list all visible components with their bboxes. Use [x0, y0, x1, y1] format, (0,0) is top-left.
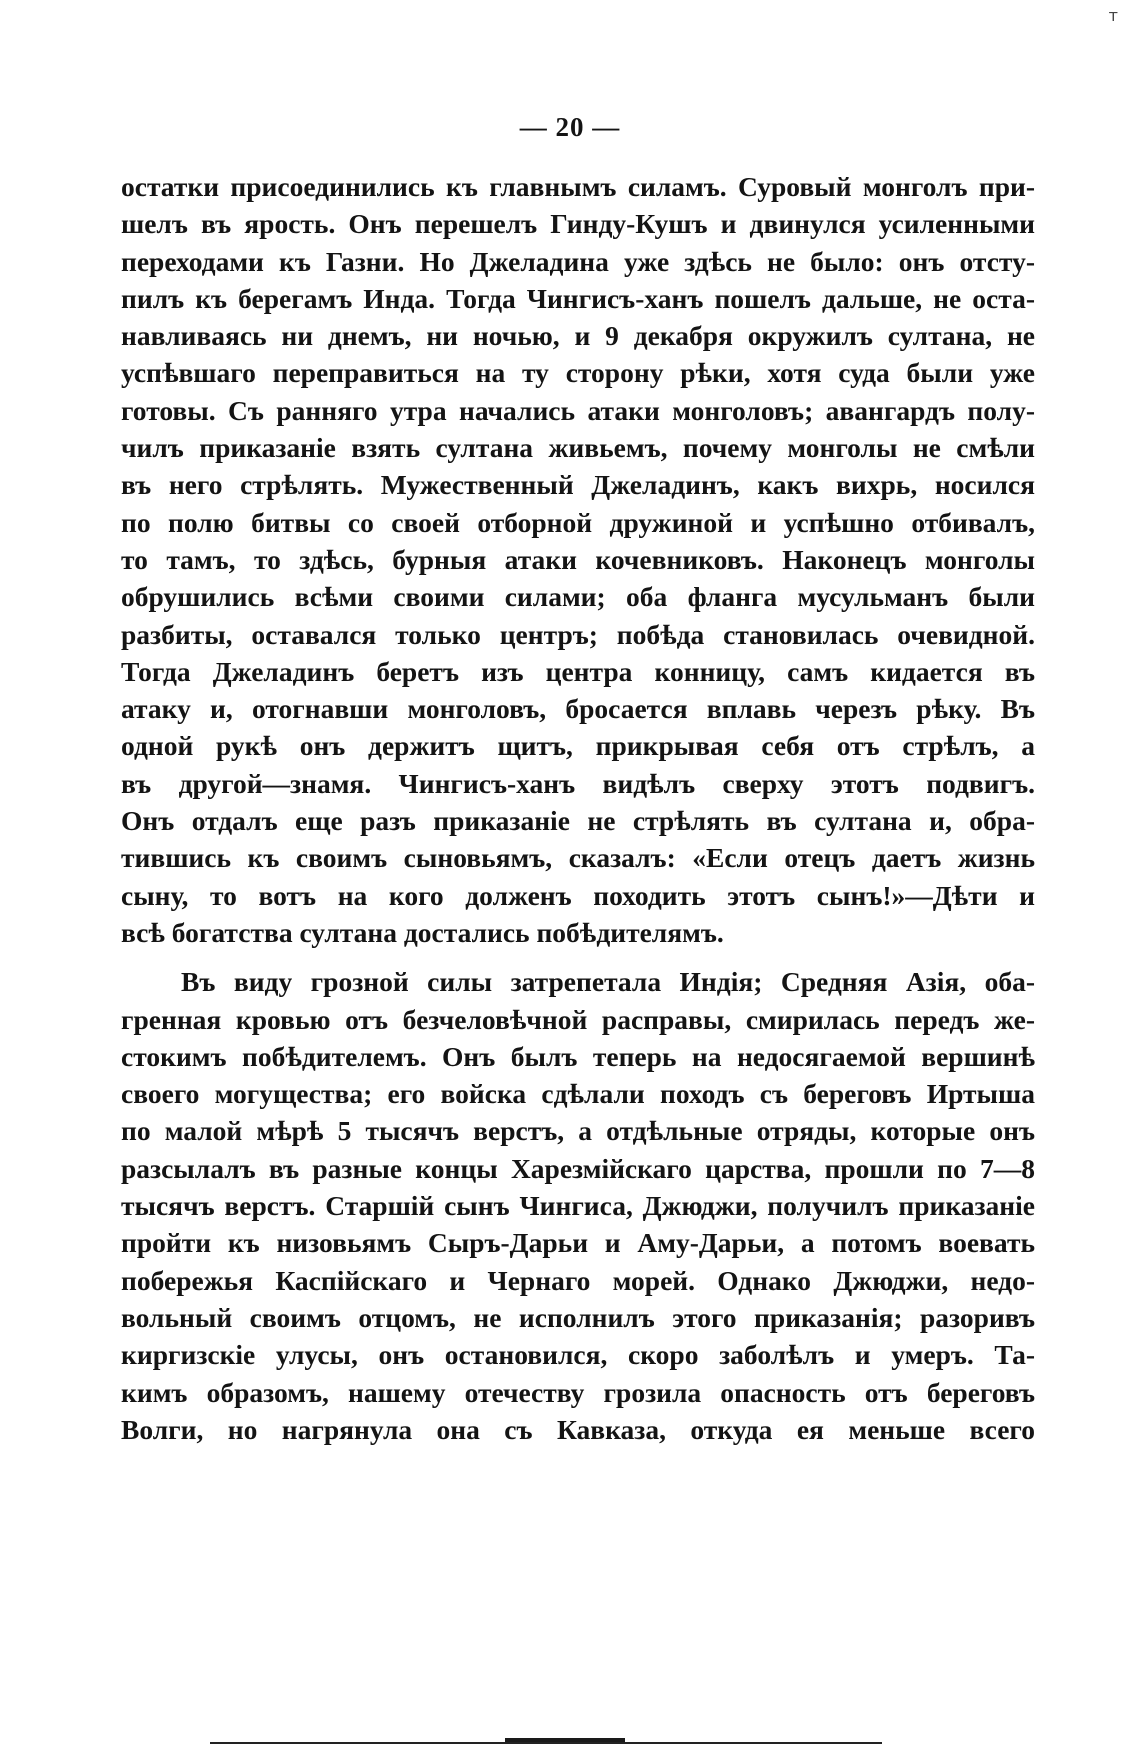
- text-line: стокимъ побѣдителемъ. Онъ былъ теперь на недосягаемой вершинѣ: [121, 1040, 1035, 1072]
- text-line: навливаясь ни днемъ, ни ночью, и 9 декабря окружилъ султана, не: [121, 320, 1035, 352]
- text-line: пилъ къ берегамъ Инда. Тогда Чингисъ-ханъ пошелъ дальше, не оста-: [121, 282, 1035, 314]
- text-line: обрушились всѣми своими силами; оба фланга мусульманъ были: [121, 581, 1035, 613]
- footer-rule-mark: [505, 1738, 625, 1742]
- text-line: чилъ приказаніе взять султана живьемъ, почему монголы не смѣли: [121, 432, 1035, 464]
- page-number: — 20 —: [519, 112, 621, 142]
- text-line: Волги, но нагрянула она съ Кавказа, откуда ея меньше всего: [121, 1413, 1035, 1445]
- text-line: гренная кровью отъ безчеловѣчной расправы, смирилась передъ же-: [121, 1003, 1035, 1035]
- text-line: въ него стрѣлять. Мужественный Джеладинъ, какъ вихрь, носился: [121, 469, 1035, 501]
- text-line: успѣвшаго переправиться на ту сторону рѣки, хотя суда были уже: [121, 357, 1035, 389]
- text-line: разсылалъ въ разные концы Харезмійскаго царства, прошли по 7—8: [121, 1152, 1035, 1184]
- text-line: готовы. Съ ранняго утра начались атаки монголовъ; авангардъ полу-: [121, 394, 1035, 426]
- text-line: то тамъ, то здѣсь, бурныя атаки кочевниковъ. Наконецъ монголы: [121, 543, 1035, 575]
- text-line: одной рукѣ онъ держитъ щитъ, прикрывая себя отъ стрѣлъ, а: [121, 730, 1035, 762]
- text-line: киргизскіе улусы, онъ остановился, скоро заболѣлъ и умеръ. Та-: [121, 1339, 1035, 1371]
- text-line: вольный своимъ отцомъ, не исполнилъ этого приказанія; разоривъ: [121, 1301, 1035, 1333]
- text-line: по полю битвы со своей отборной дружиной и успѣшно отбивалъ,: [121, 506, 1035, 538]
- text-line: переходами къ Газни. Но Джеладина уже здѣсь не было: онъ отсту-: [121, 245, 1035, 277]
- body-text: [121, 168, 1035, 1448]
- text-line: по малой мѣрѣ 5 тысячъ верстъ, а отдѣльные отряды, которые онъ: [121, 1115, 1035, 1147]
- text-line: тысячъ верстъ. Старшій сынъ Чингиса, Джюджи, получилъ приказаніе: [121, 1190, 1035, 1222]
- text-line: кимъ образомъ, нашему отечеству грозила опасность отъ береговъ: [121, 1376, 1035, 1408]
- text-line: тившись къ своимъ сыновьямъ, сказалъ: «Если отецъ даетъ жизнь: [121, 842, 1035, 874]
- paragraph-2: [121, 963, 1035, 1448]
- paragraph-1: [121, 168, 1035, 951]
- text-line: Онъ отдалъ еще разъ приказаніе не стрѣлять въ султана и, обра-: [121, 805, 1035, 837]
- text-line: остатки присоединились къ главнымъ силамъ. Суровый монголъ при-: [121, 171, 1035, 202]
- text-line: разбиты, оставался только центръ; побѣда становилась очевидной.: [121, 618, 1035, 650]
- text-line: своего могущества; его войска сдѣлали походъ съ береговъ Иртыша: [121, 1078, 1035, 1110]
- text-line: Тогда Джеладинъ беретъ изъ центра конницу, самъ кидается въ: [121, 655, 1035, 687]
- text-line: шелъ въ ярость. Онъ перешелъ Гинду-Кушъ и двинулся усиленными: [121, 208, 1035, 240]
- text-line: атаку и, отогнавши монголовъ, бросается вплавь черезъ рѣку. Въ: [121, 693, 1035, 725]
- footer-rule: [210, 1742, 882, 1744]
- text-line: сыну, то вотъ на кого долженъ походить этотъ сынъ!»—Дѣти и: [121, 879, 1035, 911]
- text-line: побережья Каспійскаго и Чернаго морей. Однако Джюджи, недо-: [121, 1264, 1035, 1296]
- text-line: всѣ богатства султана достались побѣдителямъ.: [121, 916, 724, 948]
- text-line: въ другой—знамя. Чингисъ-ханъ видѣлъ сверху этотъ подвигъ.: [121, 767, 1035, 799]
- text-line: Въ виду грозной силы затрепетала Индія; Средняя Азія, оба-: [181, 966, 1035, 998]
- corner-mark: т: [1108, 6, 1118, 25]
- text-line: пройти къ низовьямъ Сыръ-Дарьи и Аму-Дарьи, а потомъ воевать: [121, 1227, 1035, 1259]
